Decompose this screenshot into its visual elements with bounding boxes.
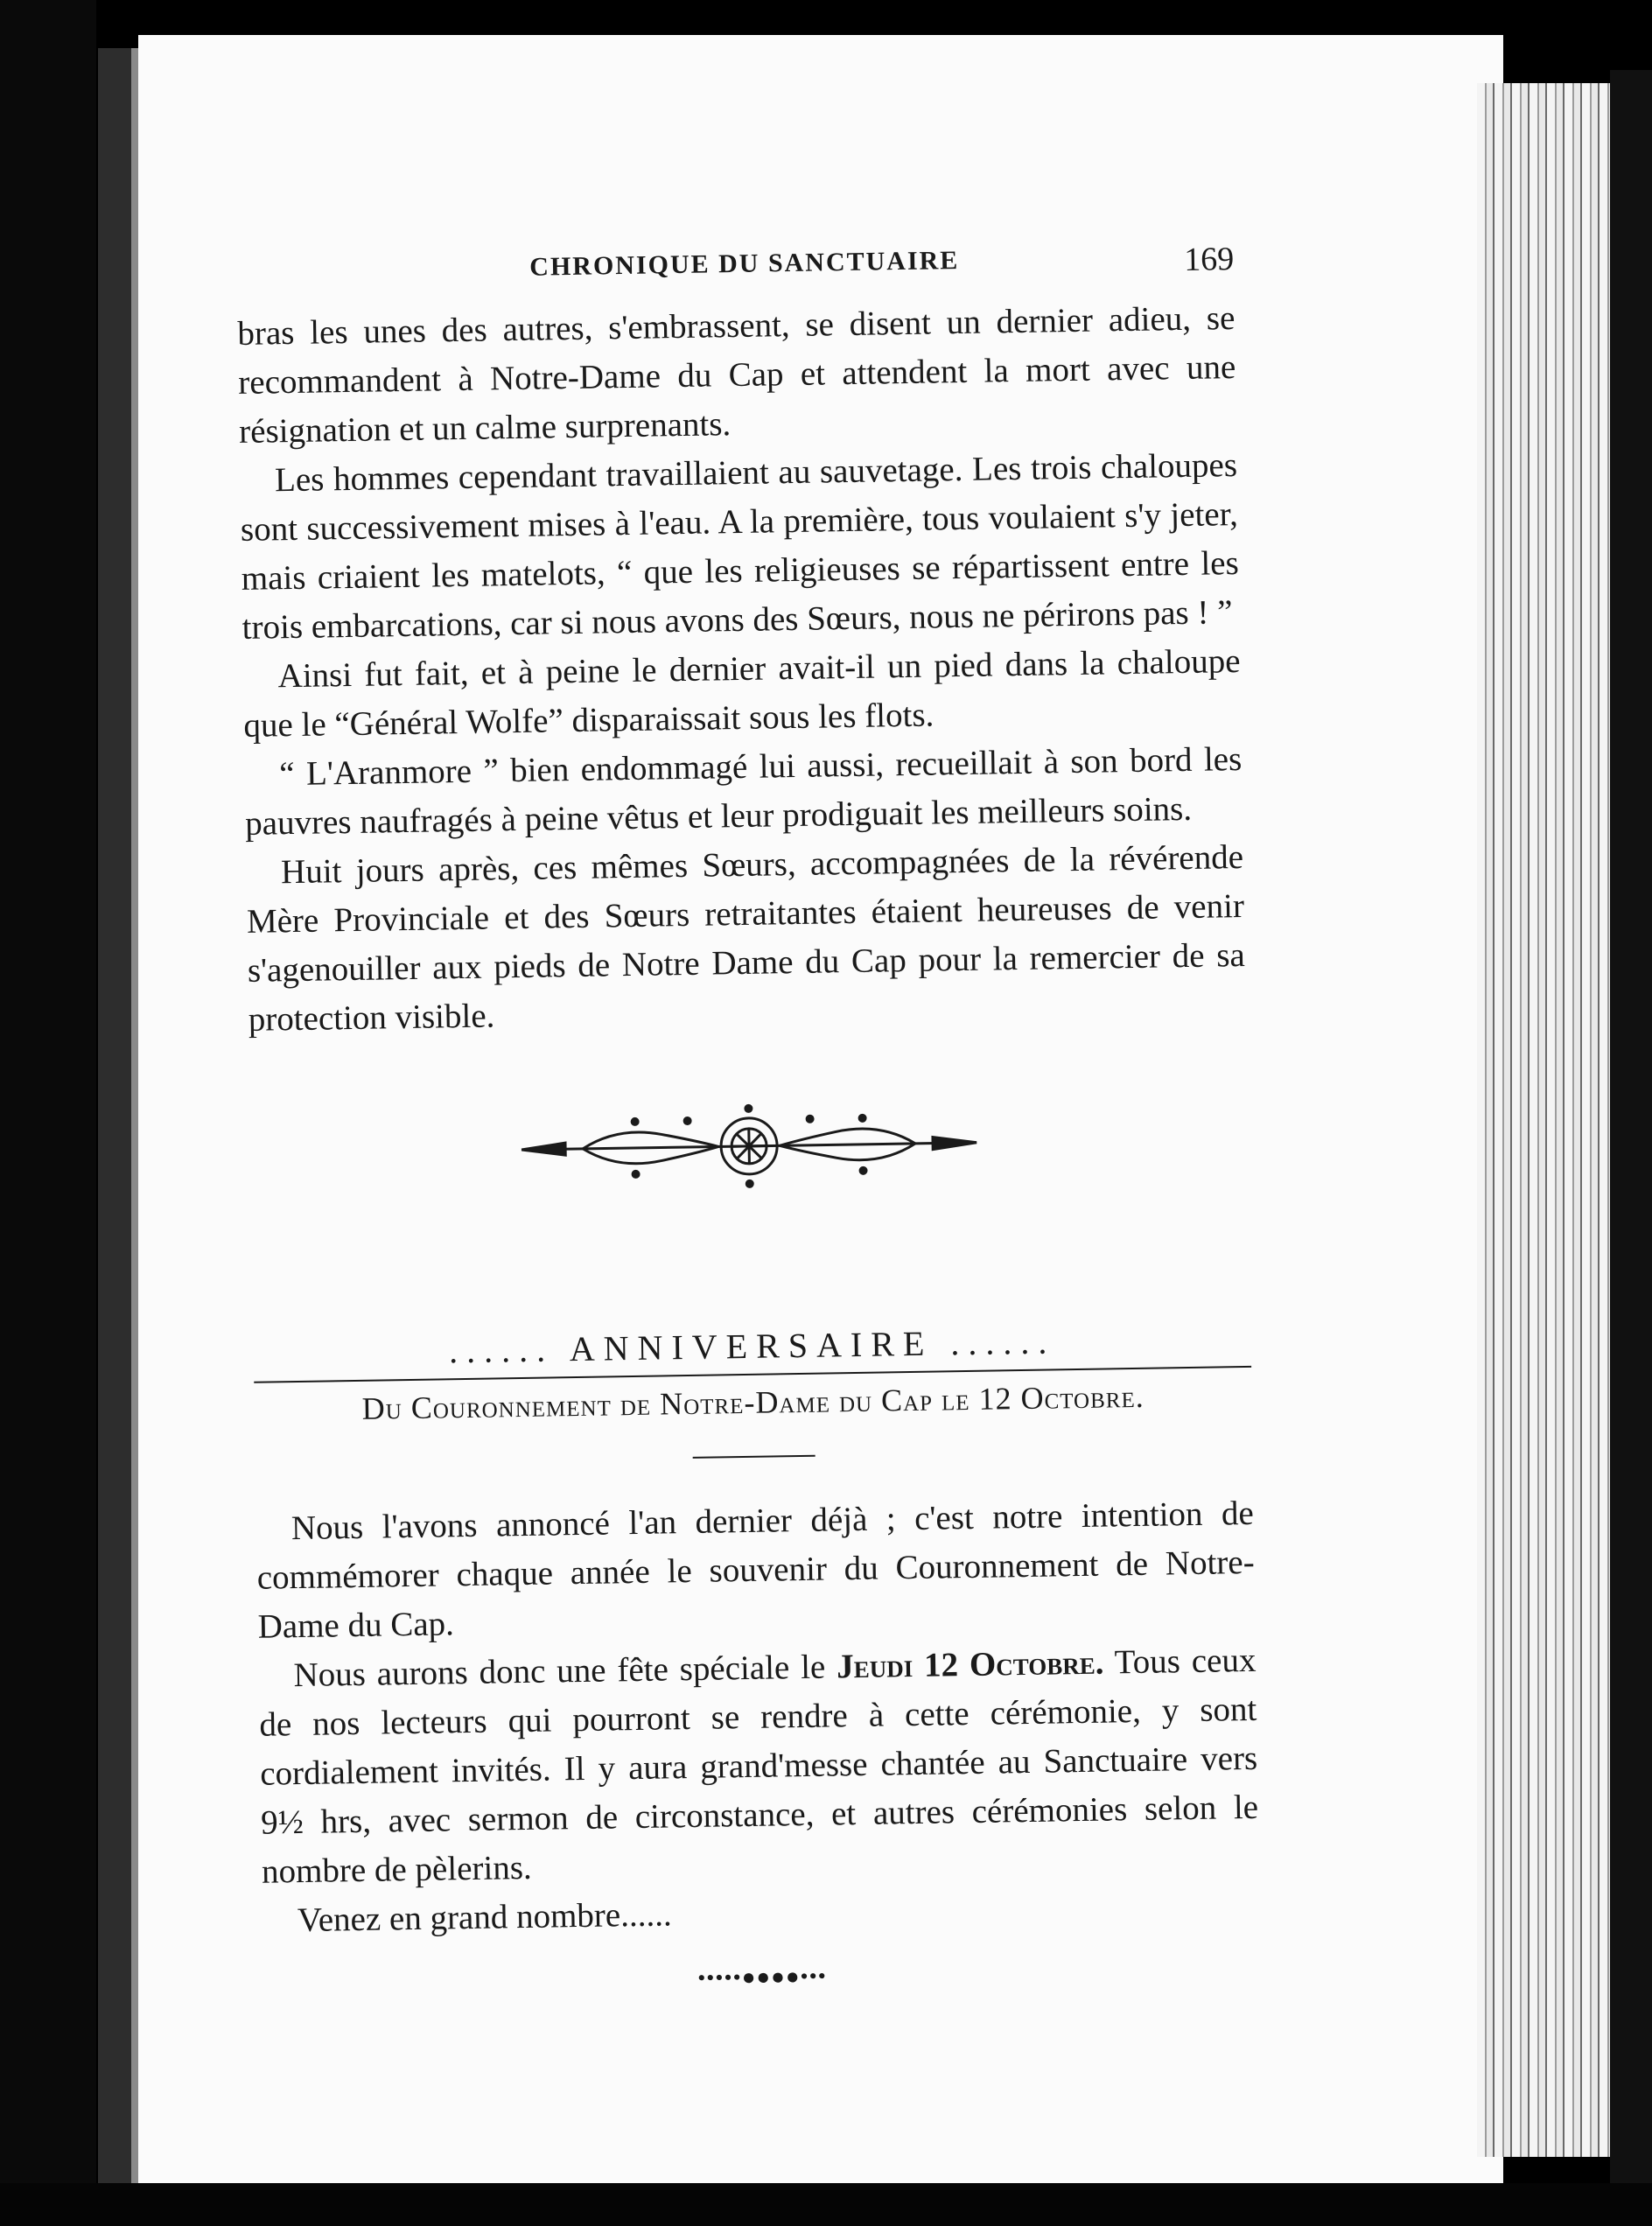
end-ornament: •••••●●●●••• bbox=[696, 1963, 828, 1991]
section-subtitle: Du Couronnement de Notre-Dame du Cap le 12 Octobre. bbox=[361, 1378, 1144, 1426]
paragraph: Huit jours après, ces mêmes Sœurs, accompagnées de la révérende Mère Provinciale et des Sœurs retraitantes étaient heureuses de venir s'agenouiller aux pieds de Notre Dame du Cap pour la remercier de sa protection visible. bbox=[246, 837, 1246, 1039]
paragraph: Ainsi fut fait, et à peine le dernier avait-il un pied dans la chaloupe que le “Général Wolfe” disparaissait sous les flots. bbox=[243, 641, 1241, 745]
paragraph: bras les unes des autres, s'embrassent, se disent un dernier adieu, se recommandent à Notre-Dame du Cap et attendent la mort avec une résignation et un calme surprenants. bbox=[237, 299, 1236, 451]
paragraph: “ L'Aranmore ” bien endommagé lui aussi, recueillait à son bord les pauvres naufragés à peine vêtus et leur prodiguait les meilleurs soins. bbox=[244, 739, 1242, 843]
paragraph-text: Nous aurons donc une fête spéciale le bbox=[293, 1648, 837, 1695]
paragraph: Les hommes cependant travaillaient au sauvetage. Les trois chaloupes sont successivement mises à l'eau. A la première, tous voulaient s'y jeter, mais criaient les matelots, “ que les religieuses se répartissent entre les trois embarcations, car si nous avons des Sœurs, nous ne périrons pas ! ” bbox=[240, 446, 1240, 647]
paragraph: Venez en grand nombre...... bbox=[297, 1895, 672, 1940]
paragraph: Nous l'avons annoncé l'an dernier déjà ; c'est notre intention de commémorer chaque année le souvenir du Couronnement de Notre-Dame du Cap. bbox=[256, 1494, 1255, 1646]
page-content bbox=[236, 242, 1261, 1998]
section-title: ...... ANNIVERSAIRE ...... bbox=[448, 1321, 1056, 1371]
book-spine bbox=[98, 48, 131, 2183]
event-date: Jeudi 12 Octobre. bbox=[836, 1643, 1104, 1686]
short-rule bbox=[693, 1455, 816, 1459]
decorative-fleuron bbox=[249, 1090, 1250, 1272]
page-number: 169 bbox=[1183, 241, 1235, 278]
scan-border-right bbox=[1610, 70, 1652, 2188]
fleuron-icon bbox=[512, 1095, 986, 1198]
scan-border-bottom bbox=[0, 2183, 1652, 2226]
page-edges bbox=[1477, 83, 1613, 2157]
paragraph bbox=[258, 1636, 1259, 1897]
scan-border-left bbox=[0, 0, 96, 2226]
running-title: CHRONIQUE DU SANCTUAIRE bbox=[529, 245, 960, 282]
paragraph-text: Tous ceux de nos lecteurs qui pourront se rendre à cette cérémonie, y sont cordialement invités. Il y aura grand'messe chantée au Sanctuaire vers 9½ hrs, avec sermon de circonstance, et autres cérémonies selon le nombre de pèlerins. bbox=[259, 1641, 1259, 1891]
